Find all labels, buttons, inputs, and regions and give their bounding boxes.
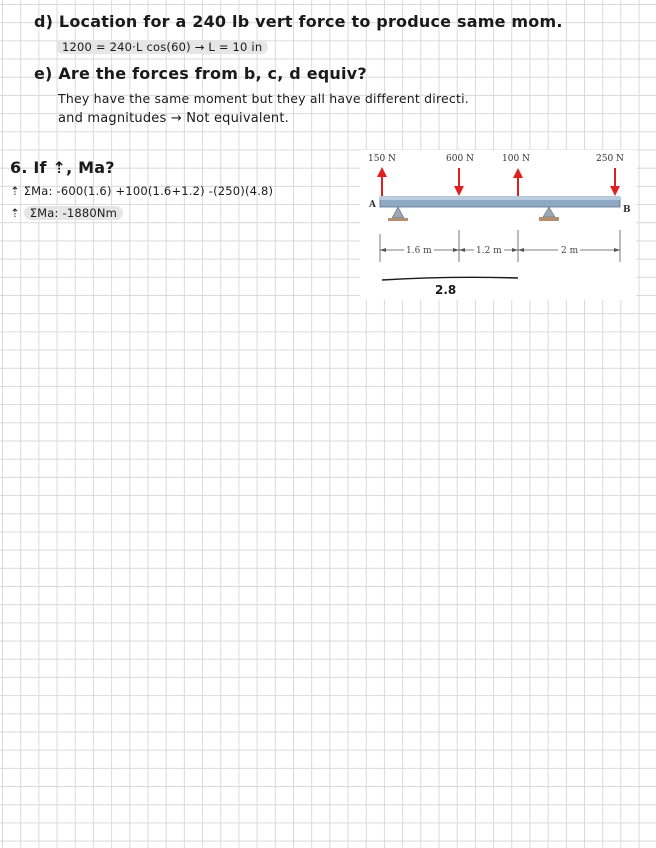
force-arrow-150-up-icon bbox=[377, 167, 387, 196]
pin-support-icon bbox=[388, 207, 408, 221]
beam-highlight bbox=[380, 197, 620, 200]
dimension-3: 2 m bbox=[561, 246, 579, 256]
bullet-arrow-icon: ⇡ bbox=[10, 206, 20, 220]
force-label-100: 100 N bbox=[502, 154, 530, 164]
point-b-label: B bbox=[623, 205, 631, 215]
dimension-1: 1.6 m bbox=[406, 246, 432, 256]
q6-work-line-1 bbox=[10, 184, 273, 198]
handwritten-span-line bbox=[382, 277, 518, 280]
part-e-heading: e) Are the forces from b, c, d equiv? bbox=[34, 64, 367, 83]
dimension-2: 1.2 m bbox=[476, 246, 502, 256]
roller-support-icon bbox=[539, 207, 559, 221]
beam-diagram bbox=[360, 150, 636, 300]
force-arrow-250-down-icon bbox=[610, 168, 620, 196]
force-label-250: 250 N bbox=[596, 154, 624, 164]
q6-moment-result: ΣMa: -1880Nm bbox=[24, 206, 123, 220]
part-d-heading: d) Location for a 240 lb vert force to produce same mom. bbox=[34, 12, 563, 31]
force-arrow-100-up-icon bbox=[513, 168, 523, 196]
bullet-arrow-icon: ⇡ bbox=[10, 184, 20, 198]
total-distance-note: 2.8 bbox=[435, 283, 457, 297]
q6-heading: 6. If ⇡, Ma? bbox=[10, 158, 115, 177]
part-e-answer-line-1: They have the same moment but they all have different directi. bbox=[58, 91, 469, 106]
q6-moment-equation: ΣMa: -600(1.6) +100(1.6+1.2) -(250)(4.8) bbox=[23, 184, 274, 198]
force-label-150: 150 N bbox=[368, 154, 396, 164]
force-label-600: 600 N bbox=[446, 154, 474, 164]
beam-diagram-svg bbox=[360, 150, 636, 300]
q6-work-line-2 bbox=[10, 206, 123, 220]
point-a-label: A bbox=[369, 200, 376, 210]
force-arrow-600-down-icon bbox=[454, 168, 464, 196]
part-e-answer-line-2: and magnitudes → Not equivalent. bbox=[58, 111, 289, 126]
part-d-work: 1200 = 240·L cos(60) → L = 10 in bbox=[56, 40, 268, 54]
